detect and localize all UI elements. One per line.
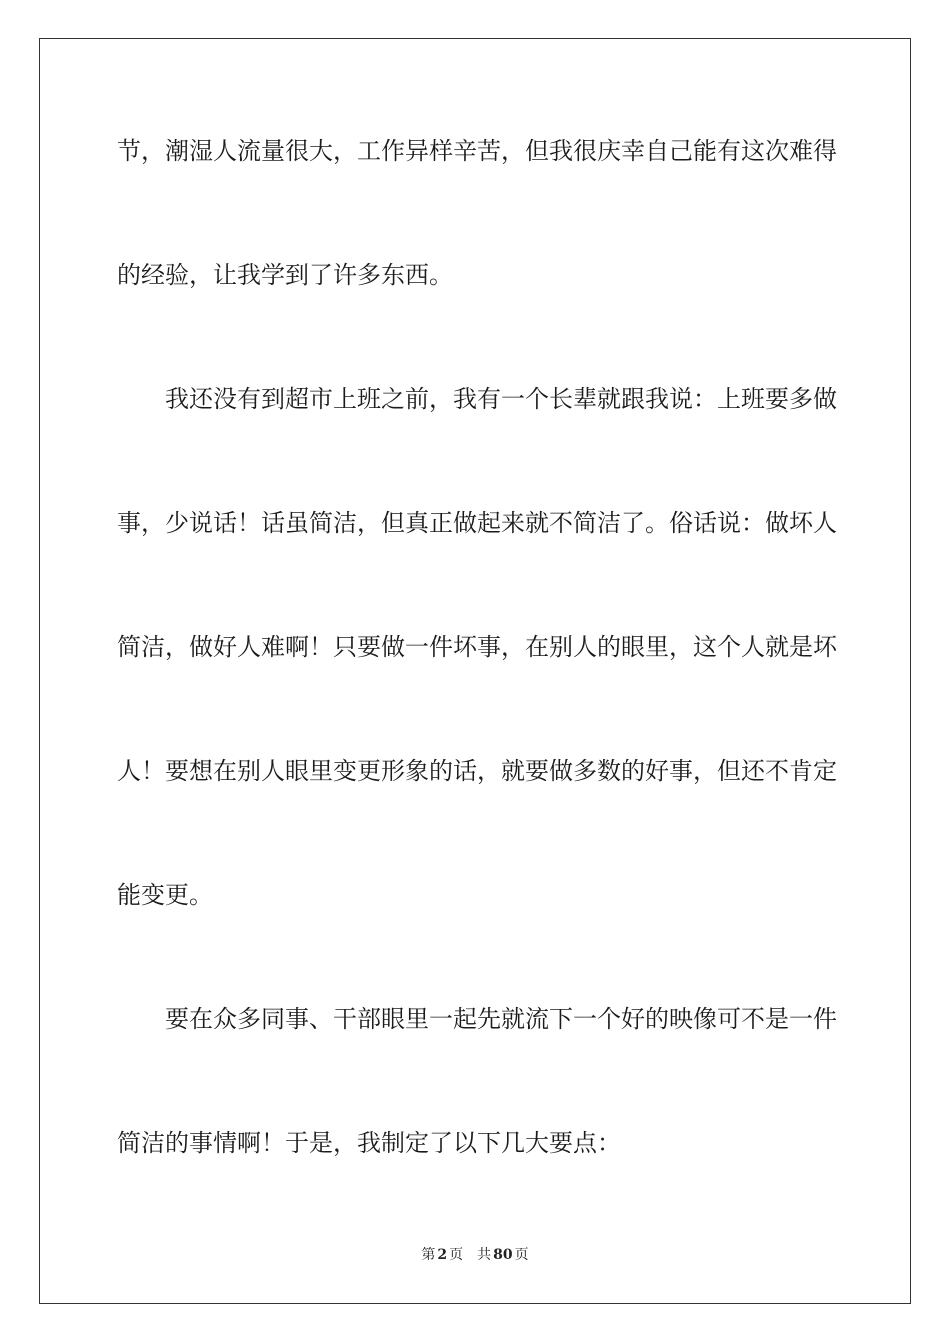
- page-number-current: 2: [437, 1247, 448, 1263]
- paragraph-line: 的经验，让我学到了许多东西。: [117, 261, 453, 289]
- paragraph-line: 要在众多同事、干部眼里一起先就流下一个好的映像可不是一件: [165, 1005, 837, 1033]
- paragraph-line: 事，少说话！话虽简洁，但真正做起来就不简洁了。俗话说：做坏人: [117, 509, 837, 537]
- paragraph-line: 能变更。: [117, 881, 213, 909]
- paragraph-line: 我还没有到超市上班之前，我有一个长辈就跟我说：上班要多做: [165, 385, 837, 413]
- page-number-total: 80: [493, 1247, 513, 1263]
- page-number-suffix: 页: [449, 1247, 464, 1263]
- page-total-suffix: 页: [514, 1247, 529, 1263]
- paragraph-line: 节，潮湿人流量很大，工作异样辛苦，但我很庆幸自己能有这次难得: [117, 137, 837, 165]
- paragraph-line: 简洁，做好人难啊！只要做一件坏事，在别人的眼里，这个人就是坏: [117, 633, 837, 661]
- page-frame: [39, 38, 911, 1304]
- page-number-prefix: 第: [421, 1247, 436, 1263]
- page-total-prefix: 共: [477, 1247, 492, 1263]
- page-footer: [0, 1246, 950, 1264]
- paragraph-line: 简洁的事情啊！于是，我制定了以下几大要点：: [117, 1129, 621, 1157]
- paragraph-line: 人！要想在别人眼里变更形象的话，就要做多数的好事，但还不肯定: [117, 757, 837, 785]
